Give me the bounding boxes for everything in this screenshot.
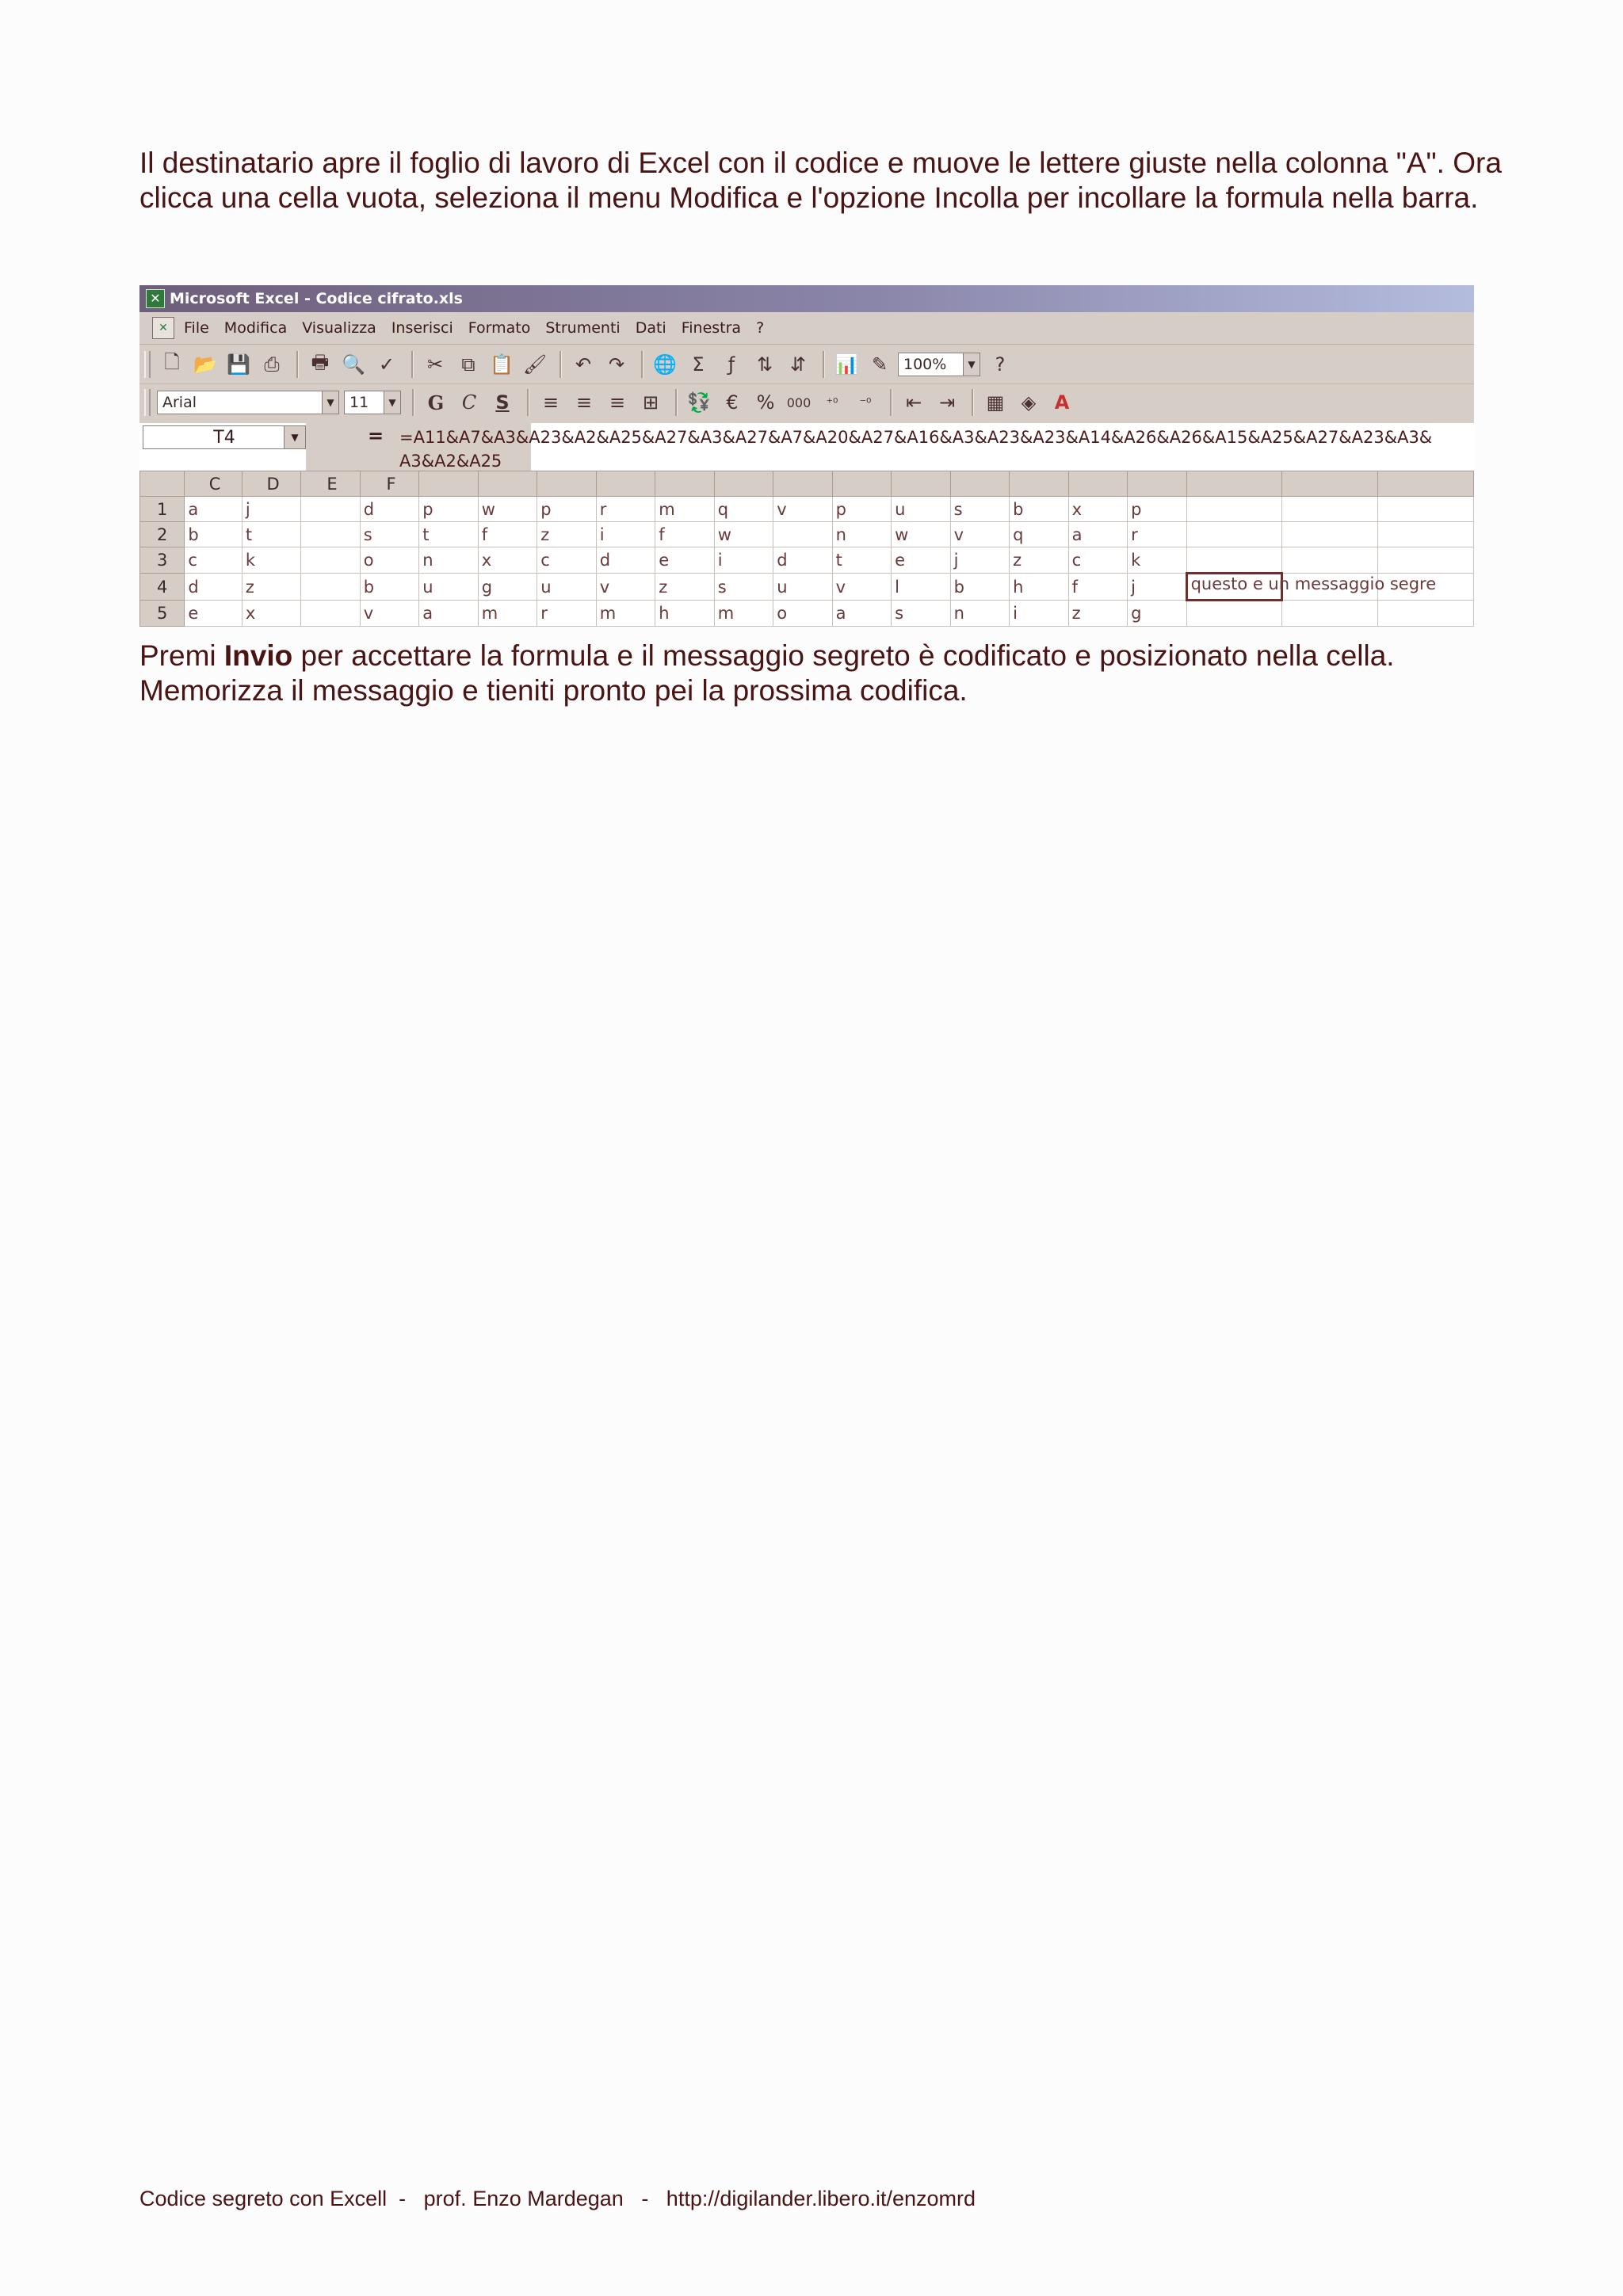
sort-descending-icon[interactable]: ⇵ — [789, 353, 807, 376]
toolbar-separator — [823, 351, 825, 378]
grid-cell[interactable]: v — [596, 574, 655, 601]
toolbar-separator — [972, 389, 974, 416]
grid-cell[interactable]: s — [714, 574, 773, 601]
column-header[interactable] — [714, 471, 773, 497]
grid-cell[interactable]: q — [1010, 522, 1068, 547]
cut-icon[interactable]: ✂ — [426, 353, 444, 376]
column-header[interactable] — [478, 471, 537, 497]
grid-cell[interactable]: d — [773, 547, 832, 574]
sort-ascending-icon[interactable]: ⇅ — [756, 353, 773, 376]
zoom-value: 100% — [903, 356, 947, 373]
borders-icon[interactable]: ▦ — [986, 391, 1005, 414]
grid-cell[interactable]: b — [360, 574, 418, 601]
formula-input[interactable] — [399, 425, 1474, 473]
copy-icon[interactable]: ⧉ — [461, 353, 475, 376]
name-box[interactable] — [143, 425, 306, 449]
grid-cell[interactable]: d — [596, 547, 655, 574]
grid-cell[interactable]: m — [478, 601, 537, 627]
grid-cell[interactable]: d — [185, 574, 242, 601]
page-footer: Codice segreto con Excell - prof. Enzo Mardegan - http://digilander.libero.it/enzomrd — [139, 2187, 976, 2210]
permission-icon[interactable]: ⎙ — [264, 353, 280, 376]
grid-cell[interactable]: v — [950, 522, 1009, 547]
thousands-separator-icon[interactable]: 000 — [786, 395, 812, 410]
bold-button[interactable]: G — [427, 391, 445, 414]
column-header[interactable] — [832, 471, 891, 497]
toolbar-grip[interactable] — [144, 389, 151, 416]
currency-icon[interactable]: 💱 — [687, 391, 711, 414]
excel-app-icon: ✕ — [146, 289, 165, 308]
zoom-combo[interactable] — [898, 353, 980, 376]
grid-cell[interactable]: l — [892, 574, 950, 601]
grid-cell[interactable]: z — [655, 574, 714, 601]
help-icon[interactable]: ? — [995, 353, 1006, 376]
grid-cell[interactable]: u — [892, 497, 950, 522]
font-color-icon[interactable]: A — [1054, 391, 1070, 414]
grid-cell[interactable] — [301, 547, 360, 574]
grid-cell[interactable] — [1282, 547, 1378, 574]
grid-cell[interactable]: g — [478, 574, 537, 601]
grid-cell[interactable]: a — [419, 601, 478, 627]
column-header[interactable] — [1378, 471, 1474, 497]
new-document-icon[interactable]: 🗋 — [164, 350, 180, 373]
row-header[interactable]: 4 — [140, 574, 185, 601]
grid-cell[interactable]: m — [655, 497, 714, 522]
chevron-down-icon[interactable]: ▼ — [963, 353, 980, 376]
grid-cell[interactable] — [773, 522, 832, 547]
column-header[interactable] — [1282, 471, 1378, 497]
column-header[interactable]: F — [360, 471, 418, 497]
toolbar-separator — [527, 389, 529, 416]
column-header[interactable]: D — [242, 471, 300, 497]
standard-toolbar — [139, 345, 1474, 384]
grid-cell[interactable] — [1282, 522, 1378, 547]
workbook-icon[interactable]: ✕ — [152, 317, 174, 339]
hyperlink-icon[interactable]: 🌐 — [653, 353, 677, 376]
chevron-down-icon[interactable]: ▼ — [384, 391, 400, 414]
grid-cell[interactable]: r — [537, 601, 596, 627]
grid-cell[interactable] — [1378, 522, 1474, 547]
grid-cell[interactable]: s — [892, 601, 950, 627]
grid-cell[interactable]: t — [832, 547, 891, 574]
outro-after: per accettare la formula e il messaggio segreto è codificato e posizionato nella cella. Memorizza il messaggio e tieniti pronto pei la prossima codifica. — [139, 639, 1395, 707]
grid-cell[interactable]: z — [1010, 547, 1068, 574]
grid-cell[interactable]: m — [596, 601, 655, 627]
grid-cell[interactable]: t — [419, 522, 478, 547]
print-preview-icon[interactable]: 🔍 — [342, 353, 365, 376]
menu-modifica[interactable]: Modifica — [223, 319, 288, 337]
excel-title-bar — [139, 285, 1474, 312]
save-icon[interactable]: 💾 — [227, 353, 250, 376]
grid-cell[interactable]: n — [832, 522, 891, 547]
grid-cell[interactable] — [1378, 497, 1474, 522]
grid-cell[interactable]: a — [832, 601, 891, 627]
grid-cell[interactable]: j — [950, 547, 1009, 574]
grid-cell[interactable]: p — [419, 497, 478, 522]
column-header[interactable] — [1128, 471, 1186, 497]
grid-cell[interactable]: d — [360, 497, 418, 522]
grid-cell[interactable]: b — [950, 574, 1009, 601]
grid-cell[interactable]: f — [655, 522, 714, 547]
function-icon[interactable]: ƒ — [727, 353, 735, 376]
outro-paragraph — [139, 639, 1503, 708]
align-left-icon[interactable]: ≡ — [542, 391, 559, 414]
grid-cell[interactable] — [1186, 497, 1282, 522]
grid-cell[interactable]: c — [537, 547, 596, 574]
name-box-value: T4 — [213, 428, 235, 448]
menu-inserisci[interactable]: Inserisci — [391, 319, 453, 337]
grid-cell[interactable] — [1282, 497, 1378, 522]
grid-cell[interactable] — [1378, 601, 1474, 627]
window-title: Microsoft Excel - Codice cifrato.xls — [170, 290, 463, 307]
toolbar-separator — [559, 351, 562, 378]
grid-cell[interactable]: j — [242, 497, 300, 522]
toolbar-separator — [296, 351, 299, 378]
grid-cell[interactable]: c — [1068, 547, 1127, 574]
grid-cell[interactable]: n — [950, 601, 1009, 627]
grid-cell[interactable]: f — [478, 522, 537, 547]
increase-decimal-icon[interactable]: ⁺⁰ — [826, 395, 838, 410]
grid-cell[interactable]: o — [773, 601, 832, 627]
menu-bar — [139, 312, 1474, 345]
menu-visualizza[interactable]: Visualizza — [302, 319, 376, 337]
grid-cell[interactable]: z — [242, 574, 300, 601]
toolbar-separator — [890, 389, 892, 416]
open-folder-icon[interactable]: 📂 — [193, 353, 217, 376]
increase-indent-icon[interactable]: ⇥ — [938, 391, 956, 414]
undo-icon[interactable]: ↶ — [575, 353, 592, 376]
column-header[interactable] — [773, 471, 832, 497]
menu-strumenti[interactable]: Strumenti — [545, 319, 621, 337]
grid-cell[interactable]: x — [478, 547, 537, 574]
merge-center-icon[interactable]: ⊞ — [642, 391, 659, 414]
excel-screenshot — [139, 285, 1474, 623]
font-name-combo[interactable] — [157, 391, 339, 414]
grid-cell[interactable]: v — [832, 574, 891, 601]
grid-cell[interactable]: w — [478, 497, 537, 522]
grid-cell[interactable]: n — [419, 547, 478, 574]
grid-cell[interactable]: a — [1068, 522, 1127, 547]
grid-cell[interactable]: u — [537, 574, 596, 601]
menu-file[interactable]: File — [184, 319, 209, 337]
formula-equals-button[interactable]: = — [368, 425, 384, 447]
grid-cell[interactable]: i — [1010, 601, 1068, 627]
fill-color-icon[interactable]: ◈ — [1021, 391, 1037, 414]
row-header[interactable]: 3 — [140, 547, 185, 574]
active-cell-value: questo e un messaggio segre — [1190, 574, 1437, 593]
grid-cell[interactable] — [301, 601, 360, 627]
active-cell[interactable] — [1186, 574, 1437, 601]
toolbar-separator — [412, 389, 414, 416]
intro-paragraph: Il destinatario apre il foglio di lavoro di Excel con il codice e muove le lettere giuste nella colonna "A". Ora clicca una cella vuota, seleziona il menu Modifica e l'opzione Incolla per incollare la formula nella barra. — [139, 147, 1502, 214]
column-header[interactable]: E — [301, 471, 360, 497]
grid-cell[interactable] — [1186, 601, 1282, 627]
toolbar-separator — [641, 351, 643, 378]
outro-before: Premi — [139, 639, 224, 672]
grid-cell[interactable]: e — [892, 547, 950, 574]
spreadsheet-grid[interactable] — [139, 471, 1474, 627]
formatting-toolbar — [139, 383, 1474, 421]
grid-cell[interactable]: s — [950, 497, 1009, 522]
menu-help[interactable]: ? — [756, 319, 765, 337]
row-header[interactable]: 2 — [140, 522, 185, 547]
column-header[interactable] — [1186, 471, 1282, 497]
grid-cell[interactable] — [301, 574, 360, 601]
grid-cell[interactable]: x — [1068, 497, 1127, 522]
grid-cell[interactable]: k — [242, 547, 300, 574]
chart-wizard-icon[interactable]: 📊 — [834, 353, 858, 376]
align-right-icon[interactable]: ≡ — [609, 391, 626, 414]
grid-cell[interactable]: h — [1010, 574, 1068, 601]
grid-cell[interactable]: w — [714, 522, 773, 547]
grid-cell[interactable]: p — [1128, 497, 1186, 522]
grid-cell[interactable]: q — [714, 497, 773, 522]
grid-cell[interactable]: i — [596, 522, 655, 547]
grid-cell[interactable]: p — [537, 497, 596, 522]
font-name-value: Arial — [162, 394, 197, 411]
italic-button[interactable]: C — [461, 391, 477, 414]
font-size-combo[interactable] — [344, 391, 401, 414]
formula-line-2: A3&A2&A25 — [399, 452, 502, 471]
format-painter-icon[interactable]: 🖌 — [522, 353, 548, 376]
select-all-corner[interactable] — [140, 471, 185, 497]
grid-cell[interactable]: h — [655, 601, 714, 627]
menu-formato[interactable]: Formato — [468, 319, 531, 337]
grid-cell[interactable]: g — [1128, 601, 1186, 627]
decrease-decimal-icon[interactable]: ⁻⁰ — [859, 395, 872, 410]
table-row — [140, 547, 1474, 574]
grid-cell[interactable]: p — [832, 497, 891, 522]
chevron-down-icon[interactable]: ▼ — [284, 426, 305, 448]
font-size-value: 11 — [349, 394, 369, 411]
grid-cell[interactable]: e — [655, 547, 714, 574]
grid-cell[interactable]: j — [1128, 574, 1186, 601]
grid-cell[interactable]: z — [1068, 601, 1127, 627]
grid-cell[interactable]: z — [537, 522, 596, 547]
grid-cell[interactable]: r — [596, 497, 655, 522]
grid-cell[interactable]: m — [714, 601, 773, 627]
grid-cell[interactable]: f — [1068, 574, 1127, 601]
table-row — [140, 601, 1474, 627]
table-row — [140, 574, 1474, 601]
row-header[interactable]: 5 — [140, 601, 185, 627]
column-header[interactable] — [537, 471, 596, 497]
column-header[interactable] — [950, 471, 1009, 497]
grid-cell[interactable]: u — [773, 574, 832, 601]
chevron-down-icon[interactable]: ▼ — [322, 391, 338, 414]
grid-cell[interactable] — [301, 522, 360, 547]
grid-cell[interactable]: b — [1010, 497, 1068, 522]
grid-cell[interactable]: w — [892, 522, 950, 547]
toolbar-separator — [411, 351, 414, 378]
paste-icon[interactable]: 📋 — [490, 353, 514, 376]
grid-cell[interactable]: t — [242, 522, 300, 547]
toolbar-grip[interactable] — [144, 351, 151, 378]
grid-cell[interactable]: x — [242, 601, 300, 627]
grid-cell[interactable] — [1282, 601, 1378, 627]
column-header[interactable]: C — [185, 471, 242, 497]
grid-cell[interactable]: o — [360, 547, 418, 574]
underline-button[interactable]: S — [495, 391, 510, 414]
spelling-icon[interactable]: ✓ — [378, 353, 395, 376]
grid-cell[interactable]: r — [1128, 522, 1186, 547]
table-row — [140, 522, 1474, 547]
grid-cell[interactable]: v — [360, 601, 418, 627]
percent-icon[interactable]: % — [756, 391, 775, 414]
grid-cell[interactable]: c — [185, 547, 242, 574]
drawing-icon[interactable]: ✎ — [871, 353, 888, 376]
formula-bar — [139, 423, 1474, 471]
print-icon[interactable]: 🖶 — [311, 350, 330, 373]
toolbar-separator — [675, 389, 678, 416]
grid-cell[interactable] — [1186, 522, 1282, 547]
grid-cell[interactable]: a — [185, 497, 242, 522]
column-header[interactable] — [419, 471, 478, 497]
autosum-icon[interactable]: Σ — [692, 353, 705, 376]
euro-icon[interactable]: € — [726, 391, 739, 414]
grid-cell[interactable]: b — [185, 522, 242, 547]
column-header[interactable] — [1010, 471, 1068, 497]
table-row — [140, 497, 1474, 522]
grid-cell[interactable]: s — [360, 522, 418, 547]
grid-cell[interactable] — [1186, 547, 1282, 574]
decrease-indent-icon[interactable]: ⇤ — [905, 391, 922, 414]
grid-cell[interactable]: i — [714, 547, 773, 574]
menu-finestra[interactable]: Finestra — [681, 319, 742, 337]
outro-bold-key: Invio — [223, 639, 293, 672]
column-header[interactable] — [655, 471, 714, 497]
row-header[interactable]: 1 — [140, 497, 185, 522]
column-header[interactable] — [892, 471, 950, 497]
align-center-icon[interactable]: ≡ — [575, 391, 593, 414]
grid-cell[interactable]: u — [419, 574, 478, 601]
redo-icon[interactable]: ↷ — [608, 353, 625, 376]
formula-line-1: =A11&A7&A3&A23&A2&A25&A27&A3&A27&A7&A20&A27&A16&A3&A23&A23&A14&A26&A26&A15&A25&A27&A23&A3& — [399, 428, 1433, 447]
menu-dati[interactable]: Dati — [635, 319, 666, 337]
column-header[interactable] — [596, 471, 655, 497]
grid-cell[interactable]: v — [773, 497, 832, 522]
grid-cell[interactable]: k — [1128, 547, 1186, 574]
grid-cell[interactable]: e — [185, 601, 242, 627]
grid-cell[interactable] — [301, 497, 360, 522]
grid-cell[interactable] — [1378, 547, 1474, 574]
column-header[interactable] — [1068, 471, 1127, 497]
